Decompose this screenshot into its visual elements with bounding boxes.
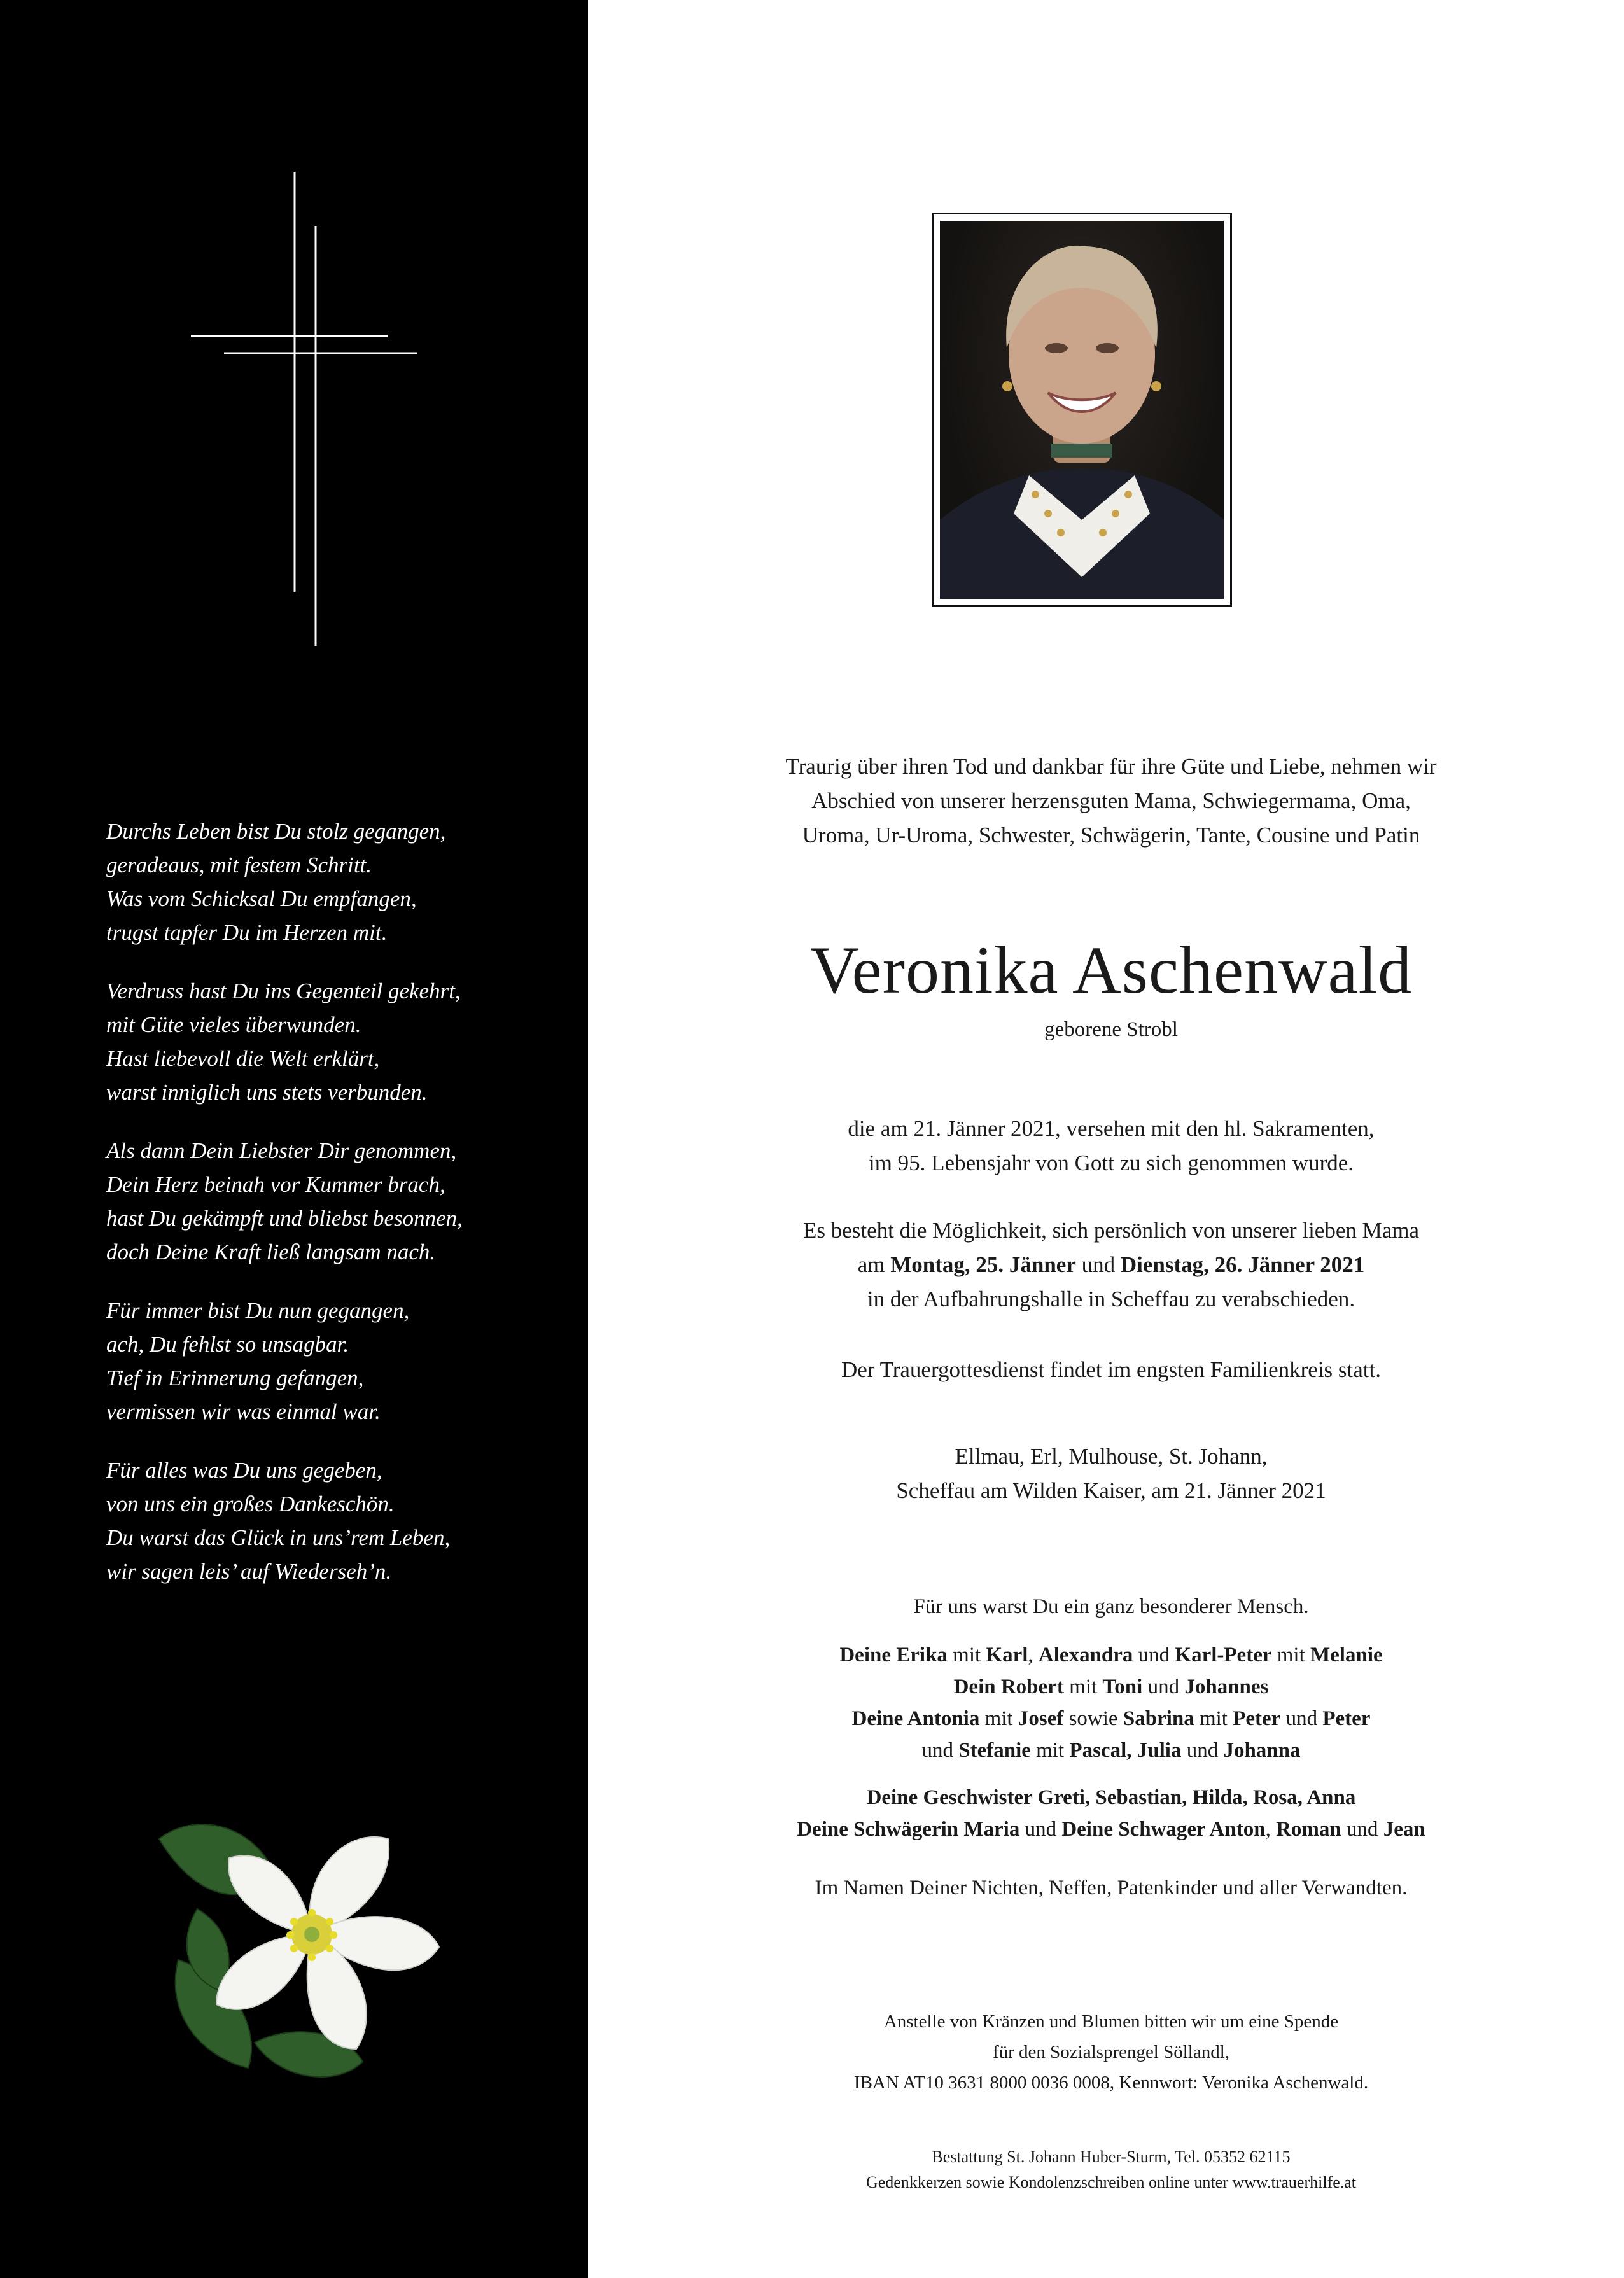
poem-line: mit Güte vieles überwunden. (106, 1012, 361, 1037)
memorial-poem (106, 814, 577, 1613)
donation-line: für den Sozialsprengel Söllandl, (992, 2042, 1230, 2062)
christmas-rose-flower (153, 1801, 490, 2093)
service-text: Der Trauergottesdienst findet im engsten Familienkreis statt. (841, 1357, 1381, 1382)
poem-line: Durchs Leben bist Du stolz gegangen, (106, 819, 446, 844)
family-line: Dein Robert mit Toni und Johannes (953, 1675, 1269, 1698)
poem-line: vermissen wir was einmal war. (106, 1399, 381, 1424)
viewing-line: in der Aufbahrungshalle in Scheffau zu verabschieden. (867, 1287, 1355, 1311)
family-line: Deine Antonia mit Josef sowie Sabrina mit Peter und Peter (851, 1707, 1371, 1730)
intro-line: Abschied von unserer herzensguten Mama, Schwiegermama, Oma, (811, 788, 1411, 813)
sibling-line: Deine Schwägerin Maria und Deine Schwager Anton, Roman und Jean (797, 1818, 1425, 1841)
portrait-photo (932, 213, 1232, 607)
family-line: Deine Erika mit Karl, Alexandra und Karl-Peter mit Melanie (839, 1644, 1383, 1667)
donation-request (598, 2006, 1624, 2098)
poem-line: trugst tapfer Du im Herzen mit. (106, 920, 388, 945)
place-line: Scheffau am Wilden Kaiser, am 21. Jänner 2021 (896, 1478, 1326, 1503)
poem-line: Für alles was Du uns gegeben, (106, 1458, 382, 1483)
poem-line: Als dann Dein Liebster Dir genommen, (106, 1138, 457, 1163)
cross-icon (191, 172, 433, 655)
black-sidebar (0, 0, 588, 2278)
birth-name: geborene Strobl (1044, 1018, 1178, 1041)
undertaker-line: Gedenkkerzen sowie Kondolenzschreiben online unter www.trauerhilfe.at (865, 2173, 1357, 2191)
poem-line: von uns ein großes Dankeschön. (106, 1492, 395, 1516)
passing-line: die am 21. Jänner 2021, versehen mit den hl. Sakramenten, (848, 1116, 1375, 1141)
intro-line: Uroma, Ur-Uroma, Schwester, Schwägerin, Tante, Cousine und Patin (802, 823, 1420, 848)
donation-line: IBAN AT10 3631 8000 0036 0008, Kennwort: Veronika Aschenwald. (853, 2072, 1369, 2093)
poem-stanza (106, 1294, 577, 1429)
place-date (598, 1439, 1624, 1508)
poem-line: Was vom Schicksal Du empfangen, (106, 886, 417, 911)
poem-line: geradeaus, mit festem Schritt. (106, 853, 372, 877)
poem-line: Du warst das Glück in uns’rem Leben, (106, 1525, 451, 1550)
poem-line: hast Du gekämpft und bliebst besonnen, (106, 1206, 463, 1231)
viewing-dates: am Montag, 25. Jänner und Dienstag, 26. Jänner 2021 (857, 1252, 1365, 1277)
undertaker-info (598, 2144, 1624, 2195)
poem-line: doch Deine Kraft ließ langsam nach. (106, 1240, 436, 1264)
donation-line: Anstelle von Kränzen und Blumen bitten wir um eine Spende (883, 2011, 1339, 2032)
viewing-text (598, 1213, 1624, 1317)
deceased-name: Veronika Aschenwald (809, 933, 1413, 1007)
family-list (598, 1639, 1624, 1766)
poem-stanza (106, 974, 577, 1109)
poem-line: Für immer bist Du nun gegangen, (106, 1298, 410, 1323)
intro-line: Traurig über ihren Tod und dankbar für ihre Güte und Liebe, nehmen wir (785, 754, 1437, 779)
place-line: Ellmau, Erl, Mulhouse, St. Johann, (955, 1444, 1268, 1469)
poem-line: Hast liebevoll die Welt erklärt, (106, 1046, 380, 1071)
poem-line: Dein Herz beinah vor Kummer brach, (106, 1172, 445, 1197)
poem-line: warst inniglich uns stets verbunden. (106, 1080, 428, 1105)
poem-line: ach, Du fehlst so unsagbar. (106, 1332, 349, 1357)
sibling-line: Deine Geschwister Greti, Sebastian, Hilda, Rosa, Anna (866, 1786, 1356, 1809)
poem-line: wir sagen leis’ auf Wiederseh’n. (106, 1559, 392, 1584)
intro-text (598, 750, 1624, 853)
poem-stanza (106, 1134, 577, 1269)
poem-stanza (106, 1453, 577, 1588)
family-line: und Stefanie mit Pascal, Julia und Johanna (921, 1739, 1301, 1762)
relatives-line: Im Namen Deiner Nichten, Neffen, Patenkinder und aller Verwandten. (815, 1876, 1408, 1899)
poem-line: Tief in Erinnerung gefangen, (106, 1366, 364, 1390)
siblings-list (598, 1782, 1624, 1845)
tribute-line: Für uns warst Du ein ganz besonderer Mensch. (913, 1595, 1309, 1618)
passing-text (598, 1112, 1624, 1180)
poem-stanza (106, 814, 577, 949)
portrait-image (940, 221, 1224, 599)
poem-line: Verdruss hast Du ins Gegenteil gekehrt, (106, 979, 461, 1003)
viewing-line: Es besteht die Möglichkeit, sich persönlich von unserer lieben Mama (802, 1218, 1420, 1243)
passing-line: im 95. Lebensjahr von Gott zu sich genommen wurde. (868, 1150, 1354, 1175)
undertaker-line: Bestattung St. Johann Huber-Sturm, Tel. 05352 62115 (932, 2148, 1291, 2166)
